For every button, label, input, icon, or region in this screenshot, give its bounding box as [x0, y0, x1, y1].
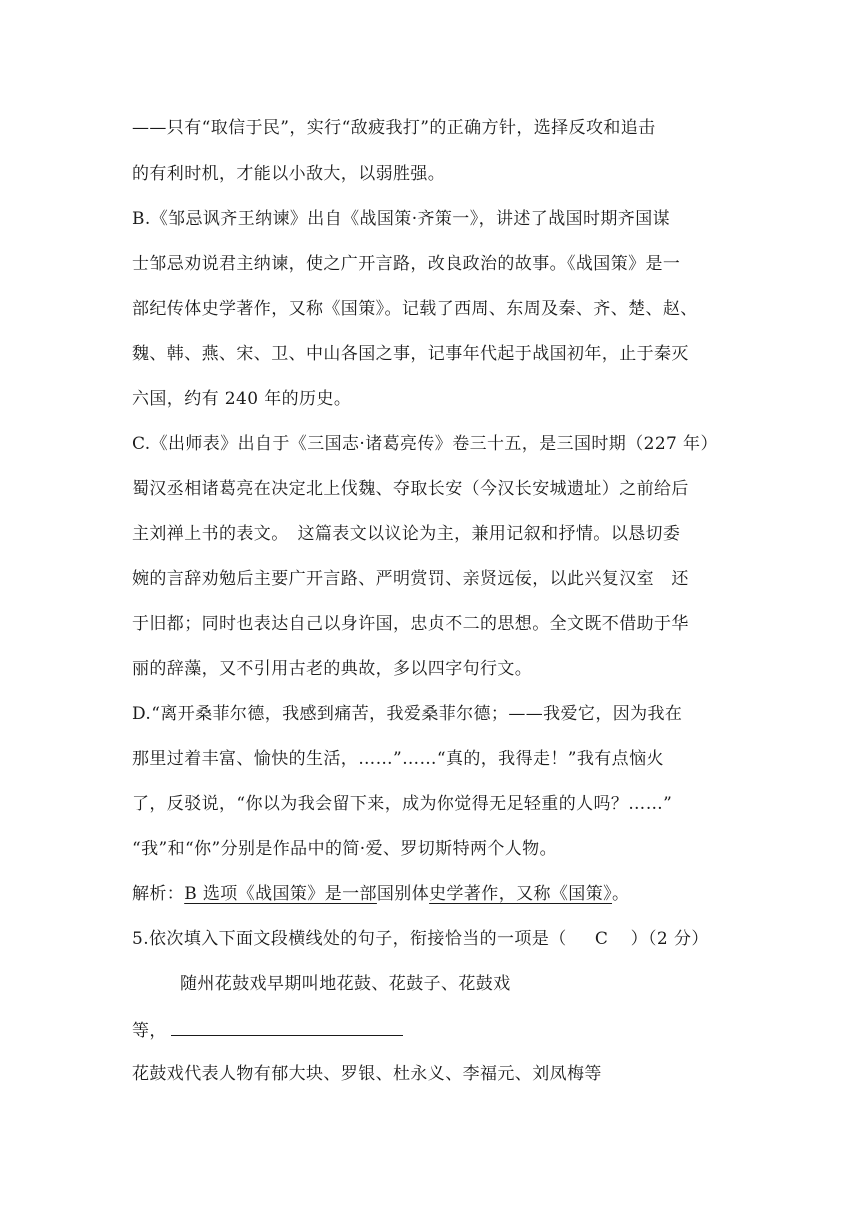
paragraph-line: 六国，约有 240 年的历史。	[132, 389, 352, 409]
passage-line: 随州花鼓戏早期叫地花鼓、花鼓子、花鼓戏	[180, 974, 511, 994]
analysis-text: 国别体	[376, 884, 430, 904]
fill-in-blank	[171, 1017, 403, 1036]
paragraph-line: 主刘禅上书的表文。 这篇表文以议论为主，兼用记叙和抒情。以恳切委	[132, 524, 681, 544]
question-5-score: ）（2 分）	[630, 929, 709, 949]
paragraph-line: 蜀汉丞相诸葛亮在决定北上伐魏、夺取长安（今汉长安城遗址）之前给后	[132, 479, 689, 499]
paragraph-line: “我”和“你”分别是作品中的简·爱、罗切斯特两个人物。	[132, 839, 557, 859]
question-5-line	[132, 927, 742, 951]
paragraph-line: 了，反驳说，“你以为我会留下来，成为你觉得无足轻重的人吗？……”	[132, 794, 673, 814]
paragraph-line: 的有利时机，才能以小敌大，以弱胜强。	[132, 164, 446, 184]
paragraph-line: 部纪传体史学著作，又称《国策》。记载了西周、东周及秦、齐、楚、赵、	[132, 299, 698, 319]
analysis-underlined-text: 史学著作，又称《国策》	[429, 884, 613, 904]
question-5-text: 5.依次填入下面文段横线处的句子，衔接恰当的一项是（	[132, 929, 567, 949]
paragraph-line: 婉的言辞劝勉后主要广开言路、严明赏罚、亲贤远佞，以此兴复汉室 还	[132, 569, 689, 589]
option-b-line: B.《邹忌讽齐王纳谏》出自《战国策·齐策一》，讲述了战国时期齐国谋	[132, 209, 670, 229]
passage-text: 等，	[132, 1021, 167, 1041]
paragraph-line: ——只有“取信于民”，实行“敌疲我打”的正确方针，选择反攻和追击	[132, 118, 656, 138]
paragraph-line: 那里过着丰富、愉快的生活，……”……“真的，我得走！”我有点恼火	[132, 749, 664, 769]
analysis-line	[132, 882, 742, 906]
option-c-line: C.《出师表》出自于《三国志·诸葛亮传》卷三十五，是三国时期（227 年）	[132, 434, 718, 454]
passage-line-with-blank	[132, 1017, 742, 1043]
paragraph-line: 于旧都；同时也表达自己以身许国，忠贞不二的思想。全文既不借助于华	[132, 614, 689, 634]
analysis-label: 解析：	[132, 884, 185, 904]
passage-line: 花鼓戏代表人物有郁大块、罗银、杜永义、李福元、刘凤梅等	[132, 1064, 602, 1084]
paragraph-line: 丽的辞藻，又不引用古老的典故，多以四字句行文。	[132, 659, 533, 679]
analysis-underlined-text: B 选项《战国策》是一部	[184, 884, 377, 904]
analysis-text: 。	[612, 884, 630, 904]
question-5-answer: C	[594, 929, 609, 949]
option-d-line: D.“离开桑菲尔德，我感到痛苦，我爱桑菲尔德；——我爱它，因为我在	[132, 704, 683, 724]
paragraph-line: 士邹忌劝说君主纳谏，使之广开言路，改良政治的故事。《战国策》是一	[132, 254, 681, 274]
paragraph-line: 魏、韩、燕、宋、卫、中山各国之事，记事年代起于战国初年，止于秦灭	[132, 344, 689, 364]
